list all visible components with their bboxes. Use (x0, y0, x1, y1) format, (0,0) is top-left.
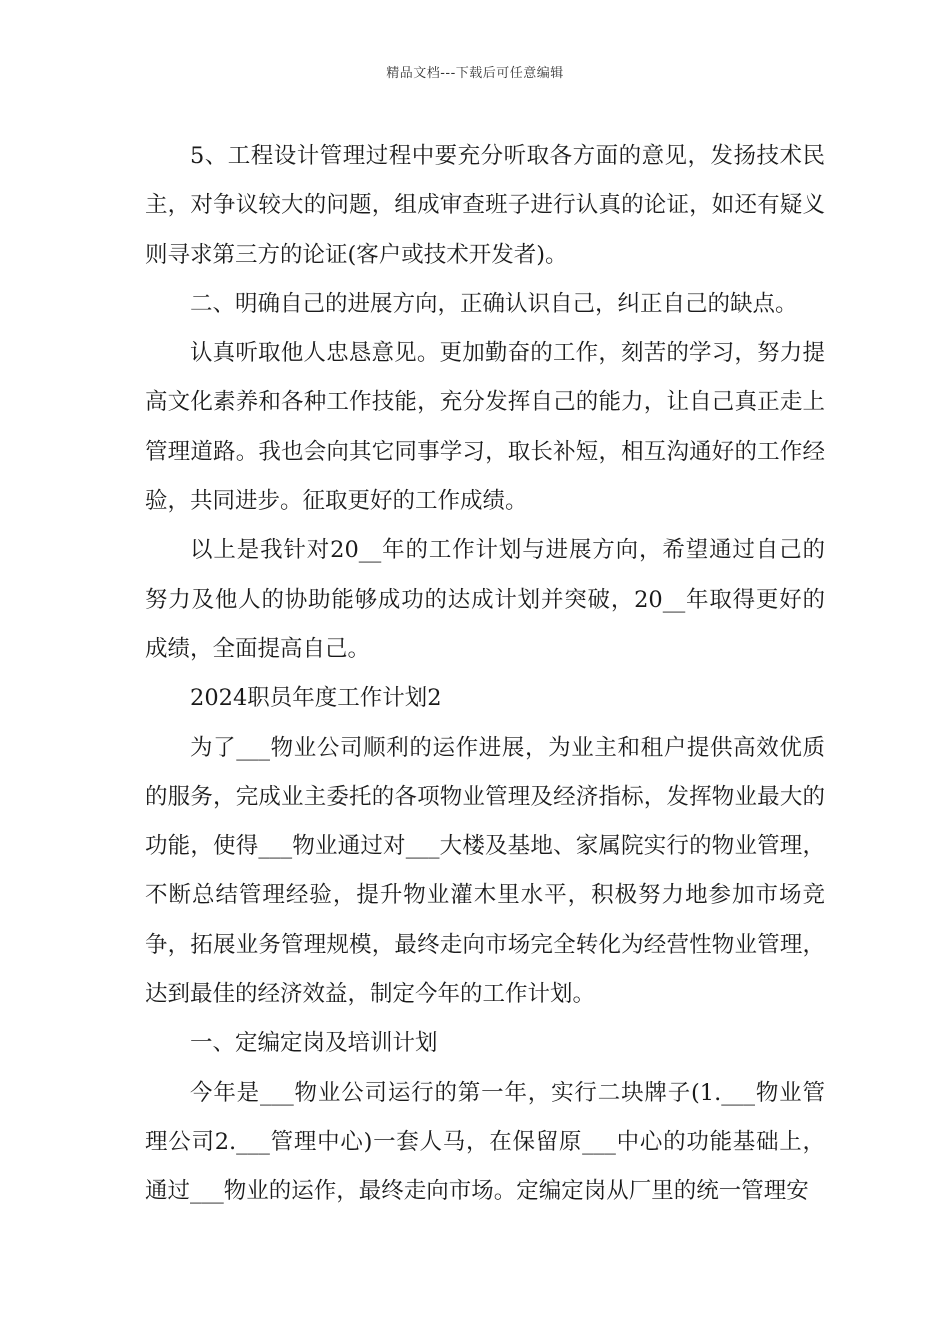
paragraph: 为了___物业公司顺利的运作进展，为业主和租户提供高效优质的服务，完成业主委托的各项物业管理及经济指标，发挥物业最大的功能，使得___物业通过对___大楼及基地、家属院实行的物业管理，不断总结管理经验，提升物业灌木里水平，积极努力地参加市场竞争，拓展业务管理规模，最终走向市场完全转化为经营性物业管理，达到最佳的经济效益，制定今年的工作计划。 (145, 734, 825, 1008)
document-body (145, 132, 825, 1217)
page-header: 精品文档---下载后可任意编辑 (386, 66, 564, 81)
section-heading: 二、明确自己的进展方向，正确认识自己，纠正自己的缺点。 (190, 290, 798, 317)
paragraph: 以上是我针对20__年的工作计划与进展方向，希望通过自己的努力及他人的协助能够成功的达成计划并突破，20__年取得更好的成绩，全面提高自己。 (145, 537, 825, 662)
paragraph: 5、工程设计管理过程中要充分听取各方面的意见，发扬技术民主，对争议较大的问题，组成审查班子进行认真的论证，如还有疑义则寻求第三方的论证(客户或技术开发者)。 (145, 143, 825, 268)
document-title: 2024职员年度工作计划2 (190, 685, 442, 712)
paragraph: 今年是___物业公司运行的第一年，实行二块牌子(1.___物业管理公司2.___管理中心)一套人马，在保留原___中心的功能基础上，通过___物业的运作，最终走向市场。定编定岗从厂里的统一管理安 (145, 1079, 825, 1205)
paragraph: 认真听取他人忠恳意见。更加勤奋的工作，刻苦的学习，努力提高文化素养和各种工作技能，充分发挥自己的能力，让自己真正走上管理道路。我也会向其它同事学习，取长补短，相互沟通好的工作经验，共同进步。征取更好的工作成绩。 (145, 340, 825, 515)
section-heading: 一、定编定岗及培训计划 (190, 1030, 438, 1057)
